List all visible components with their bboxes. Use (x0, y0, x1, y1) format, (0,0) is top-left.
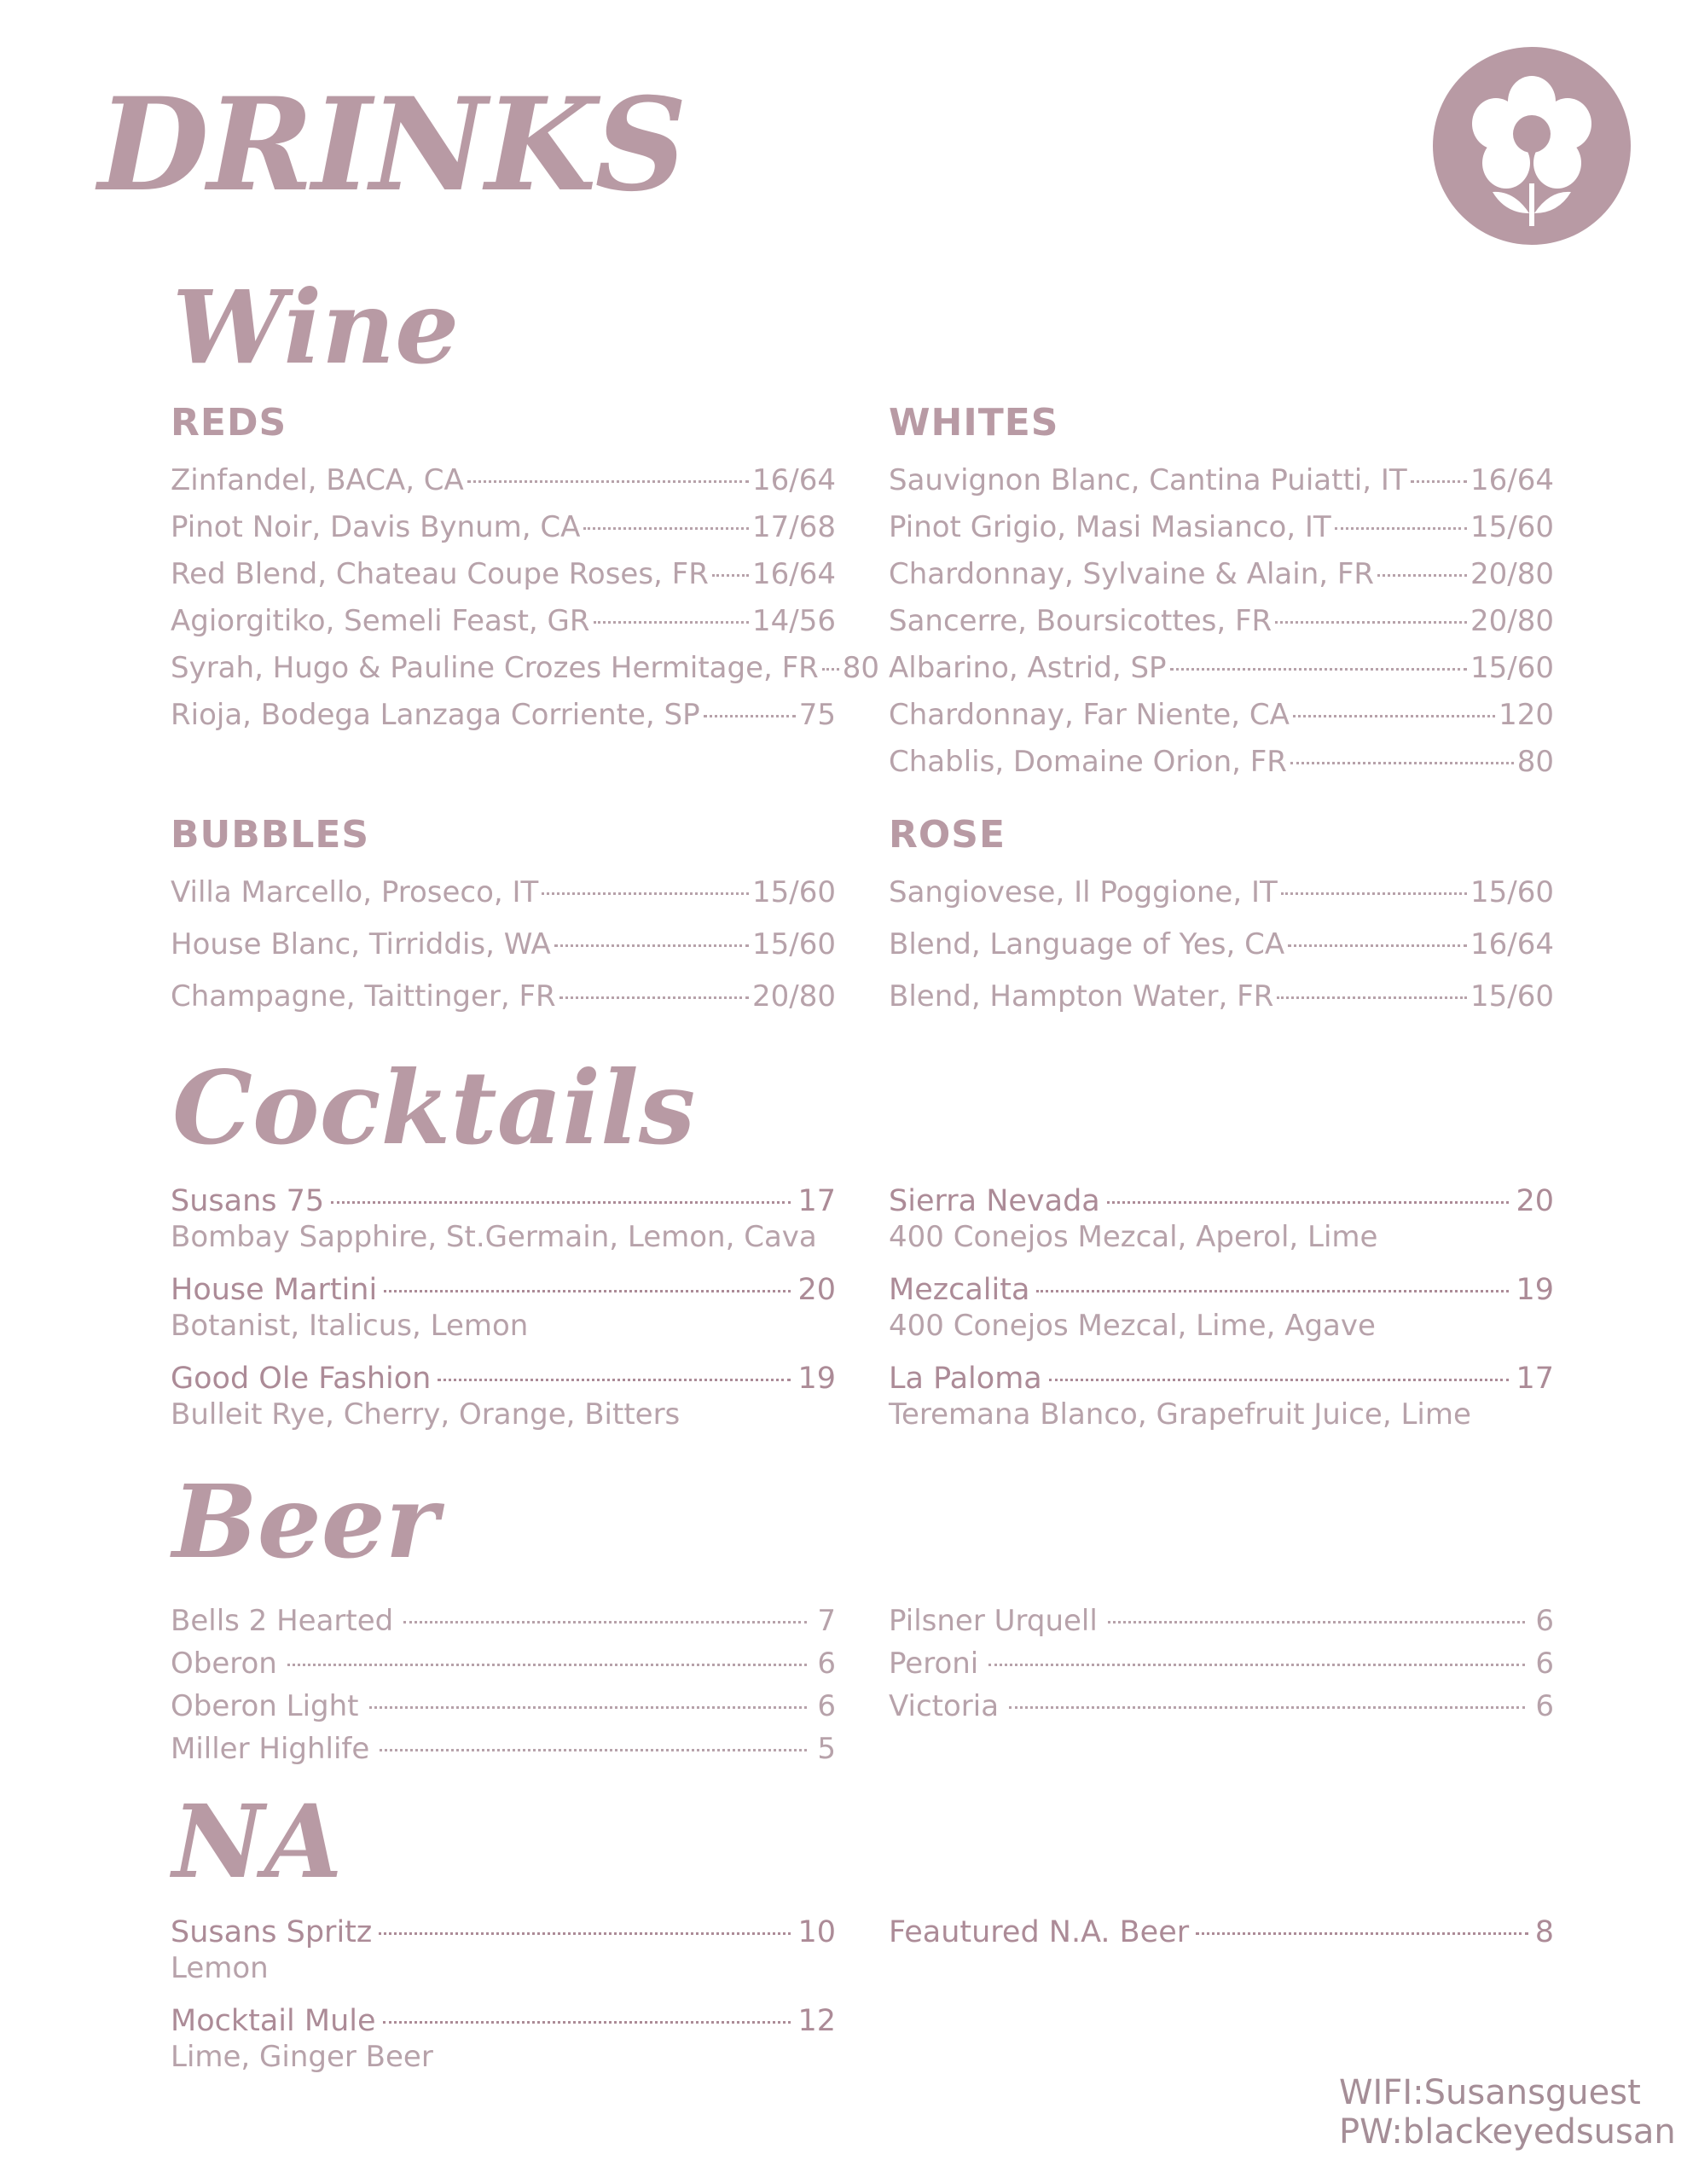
item-price: 6 (1535, 1604, 1554, 1638)
leader-dots (379, 1932, 791, 1935)
list-item (171, 1732, 836, 1774)
list-item (889, 927, 1554, 979)
na-heading: NA (172, 1782, 343, 1901)
menu-title: DRINKS (98, 70, 686, 220)
leader-dots (712, 574, 749, 577)
leader-dots (559, 996, 749, 999)
cocktail-item (889, 1273, 1554, 1307)
leader-dots (1411, 480, 1467, 483)
leader-dots (1281, 892, 1467, 895)
beer-heading: Beer (172, 1462, 439, 1581)
wifi-network: WIFI:Susansguest (1339, 2073, 1641, 2112)
cocktail-item (171, 1184, 836, 1218)
beer-right (889, 1604, 1554, 1732)
leader-dots (287, 1664, 808, 1666)
item-description: Bombay Sapphire, St.Germain, Lemon, Cava (171, 1220, 817, 1254)
item-price: 19 (1516, 1273, 1554, 1307)
item-name: Victoria (889, 1689, 1000, 1723)
item-description: Lime, Ginger Beer (171, 2040, 433, 2074)
item-price: 75 (798, 698, 836, 732)
item-price: 20/80 (1470, 557, 1554, 591)
leader-dots (1049, 1379, 1510, 1381)
item-name: Chablis, Domaine Orion, FR (889, 745, 1287, 779)
leader-dots (1277, 996, 1467, 999)
item-price: 5 (817, 1732, 836, 1766)
leader-dots (822, 668, 839, 671)
item-name: Oberon Light (171, 1689, 359, 1723)
leader-dots (1196, 1932, 1528, 1935)
item-name: Blend, Language of Yes, CA (889, 927, 1285, 961)
item-name: Albarino, Astrid, SP (889, 651, 1167, 685)
item-price: 6 (817, 1689, 836, 1723)
item-price: 6 (1535, 1689, 1554, 1723)
item-description: Bulleit Rye, Cherry, Orange, Bitters (171, 1397, 681, 1432)
beer-left (171, 1604, 836, 1774)
item-price: 10 (797, 1915, 836, 1949)
item-price: 80 (1516, 745, 1554, 779)
leader-dots (1290, 762, 1514, 764)
na-left (171, 1915, 836, 2093)
list-item (889, 745, 1554, 792)
item-name: Mezcalita (889, 1273, 1030, 1307)
leader-dots (383, 2021, 791, 2024)
list-item (171, 979, 836, 1031)
leader-dots (1293, 715, 1495, 717)
item-price: 16/64 (752, 557, 836, 591)
list-item (889, 1647, 1554, 1689)
item-price: 7 (817, 1604, 836, 1638)
list-item (889, 651, 1554, 698)
item-name: Chardonnay, Sylvaine & Alain, FR (889, 557, 1375, 591)
item-name: Chardonnay, Far Niente, CA (889, 698, 1290, 732)
item-description: Botanist, Italicus, Lemon (171, 1309, 529, 1343)
item-name: Sauvignon Blanc, Cantina Puiatti, IT (889, 463, 1407, 497)
list-item (889, 604, 1554, 651)
item-price: 20/80 (752, 979, 836, 1014)
leader-dots (380, 1749, 807, 1751)
item-price: 17 (797, 1184, 836, 1218)
item-name: Sancerre, Boursicottes, FR (889, 604, 1272, 638)
na-right (889, 1915, 1554, 1949)
whites-label: WHITES (889, 401, 1059, 444)
rose-label: ROSE (889, 813, 1006, 857)
item-name: Susans 75 (171, 1184, 325, 1218)
leader-dots (594, 621, 750, 624)
list-item (171, 927, 836, 979)
item-price: 15/60 (752, 927, 836, 961)
item-name: Agiorgitiko, Semeli Feast, GR (171, 604, 590, 638)
whites-section (889, 401, 1554, 792)
leader-dots (1009, 1706, 1525, 1709)
flower-icon (1433, 47, 1631, 245)
item-price: 14/56 (752, 604, 836, 638)
leader-dots (1335, 527, 1467, 530)
list-item (889, 1604, 1554, 1647)
leader-dots (1107, 1201, 1510, 1204)
leader-dots (331, 1201, 791, 1204)
reds-section (171, 401, 880, 745)
leader-dots (438, 1379, 791, 1381)
item-price: 15/60 (1470, 875, 1554, 909)
item-name: Feautured N.A. Beer (889, 1915, 1190, 1949)
list-item (171, 1647, 836, 1689)
list-item (171, 698, 836, 745)
item-price: 17/68 (752, 510, 836, 544)
item-price: 8 (1534, 1915, 1554, 1949)
item-description: 400 Conejos Mezcal, Aperol, Lime (889, 1220, 1378, 1254)
leader-dots (583, 527, 749, 530)
leader-dots (1377, 574, 1467, 577)
item-price: 6 (1535, 1647, 1554, 1681)
item-price: 20/80 (1470, 604, 1554, 638)
item-description: Lemon (171, 1951, 269, 1985)
list-item (171, 510, 836, 557)
bubbles-section (171, 813, 836, 1031)
item-name: Pilsner Urquell (889, 1604, 1098, 1638)
item-price: 15/60 (752, 875, 836, 909)
leader-dots (988, 1664, 1525, 1666)
list-item (889, 979, 1554, 1031)
item-price: 20 (1516, 1184, 1554, 1218)
cocktails-right (889, 1184, 1554, 1450)
leader-dots (1036, 1290, 1509, 1292)
item-name: La Paloma (889, 1362, 1042, 1396)
leader-dots (467, 480, 749, 483)
list-item (171, 875, 836, 927)
item-price: 15/60 (1470, 979, 1554, 1014)
item-price: 15/60 (1470, 510, 1554, 544)
leader-dots (554, 944, 749, 947)
item-name: House Martini (171, 1273, 378, 1307)
item-name: Syrah, Hugo & Pauline Crozes Hermitage, FR (171, 651, 819, 685)
na-item (171, 1915, 836, 1949)
item-price: 16/64 (752, 463, 836, 497)
item-name: Pinot Noir, Davis Bynum, CA (171, 510, 581, 544)
leader-dots (704, 715, 796, 717)
leader-dots (1275, 621, 1467, 624)
cocktail-item (171, 1273, 836, 1307)
list-item (171, 1689, 836, 1732)
bubbles-label: BUBBLES (171, 813, 370, 857)
list-item (171, 557, 836, 604)
item-name: Peroni (889, 1647, 979, 1681)
item-price: 19 (797, 1362, 836, 1396)
item-name: Blend, Hampton Water, FR (889, 979, 1274, 1014)
item-name: Sangiovese, Il Poggione, IT (889, 875, 1278, 909)
item-name: Rioja, Bodega Lanzaga Corriente, SP (171, 698, 700, 732)
item-name: House Blanc, Tirriddis, WA (171, 927, 551, 961)
item-price: 16/64 (1470, 463, 1554, 497)
list-item (171, 604, 836, 651)
list-item (889, 875, 1554, 927)
cocktail-item (889, 1362, 1554, 1396)
rose-section (889, 813, 1554, 1031)
list-item (171, 651, 880, 698)
leader-dots (1288, 944, 1467, 947)
list-item (889, 557, 1554, 604)
leader-dots (1108, 1621, 1526, 1623)
leader-dots (369, 1706, 808, 1709)
wine-heading: Wine (172, 268, 460, 386)
list-item (171, 463, 836, 510)
wifi-info (1339, 2073, 1676, 2152)
item-name: Zinfandel, BACA, CA (171, 463, 464, 497)
item-price: 20 (797, 1273, 836, 1307)
item-name: Champagne, Taittinger, FR (171, 979, 556, 1014)
item-name: Villa Marcello, Proseco, IT (171, 875, 539, 909)
item-name: Sierra Nevada (889, 1184, 1100, 1218)
na-item (889, 1915, 1554, 1949)
item-name: Oberon (171, 1647, 277, 1681)
cocktail-item (889, 1184, 1554, 1218)
leader-dots (384, 1290, 791, 1292)
leader-dots (403, 1621, 807, 1623)
cocktails-left (171, 1184, 836, 1450)
list-item (171, 1604, 836, 1647)
leader-dots (542, 892, 749, 895)
item-name: Susans Spritz (171, 1915, 373, 1949)
item-price: 6 (817, 1647, 836, 1681)
item-name: Bells 2 Hearted (171, 1604, 394, 1638)
item-price: 80 (842, 651, 880, 685)
item-description: Teremana Blanco, Grapefruit Juice, Lime (889, 1397, 1471, 1432)
item-price: 16/64 (1470, 927, 1554, 961)
list-item (889, 698, 1554, 745)
wifi-password: PW:blackeyedsusan (1339, 2112, 1676, 2152)
item-price: 17 (1516, 1362, 1554, 1396)
reds-label: REDS (171, 401, 287, 444)
cocktails-heading: Cocktails (172, 1048, 696, 1167)
na-item (171, 2004, 836, 2038)
item-price: 15/60 (1470, 651, 1554, 685)
item-name: Red Blend, Chateau Coupe Roses, FR (171, 557, 709, 591)
leader-dots (1170, 668, 1467, 671)
cocktail-item (171, 1362, 836, 1396)
item-name: Good Ole Fashion (171, 1362, 432, 1396)
list-item (889, 463, 1554, 510)
item-price: 120 (1499, 698, 1554, 732)
item-name: Miller Highlife (171, 1732, 370, 1766)
list-item (889, 1689, 1554, 1732)
item-price: 12 (797, 2004, 836, 2038)
item-name: Pinot Grigio, Masi Masianco, IT (889, 510, 1331, 544)
item-description: 400 Conejos Mezcal, Lime, Agave (889, 1309, 1376, 1343)
list-item (889, 510, 1554, 557)
item-name: Mocktail Mule (171, 2004, 376, 2038)
